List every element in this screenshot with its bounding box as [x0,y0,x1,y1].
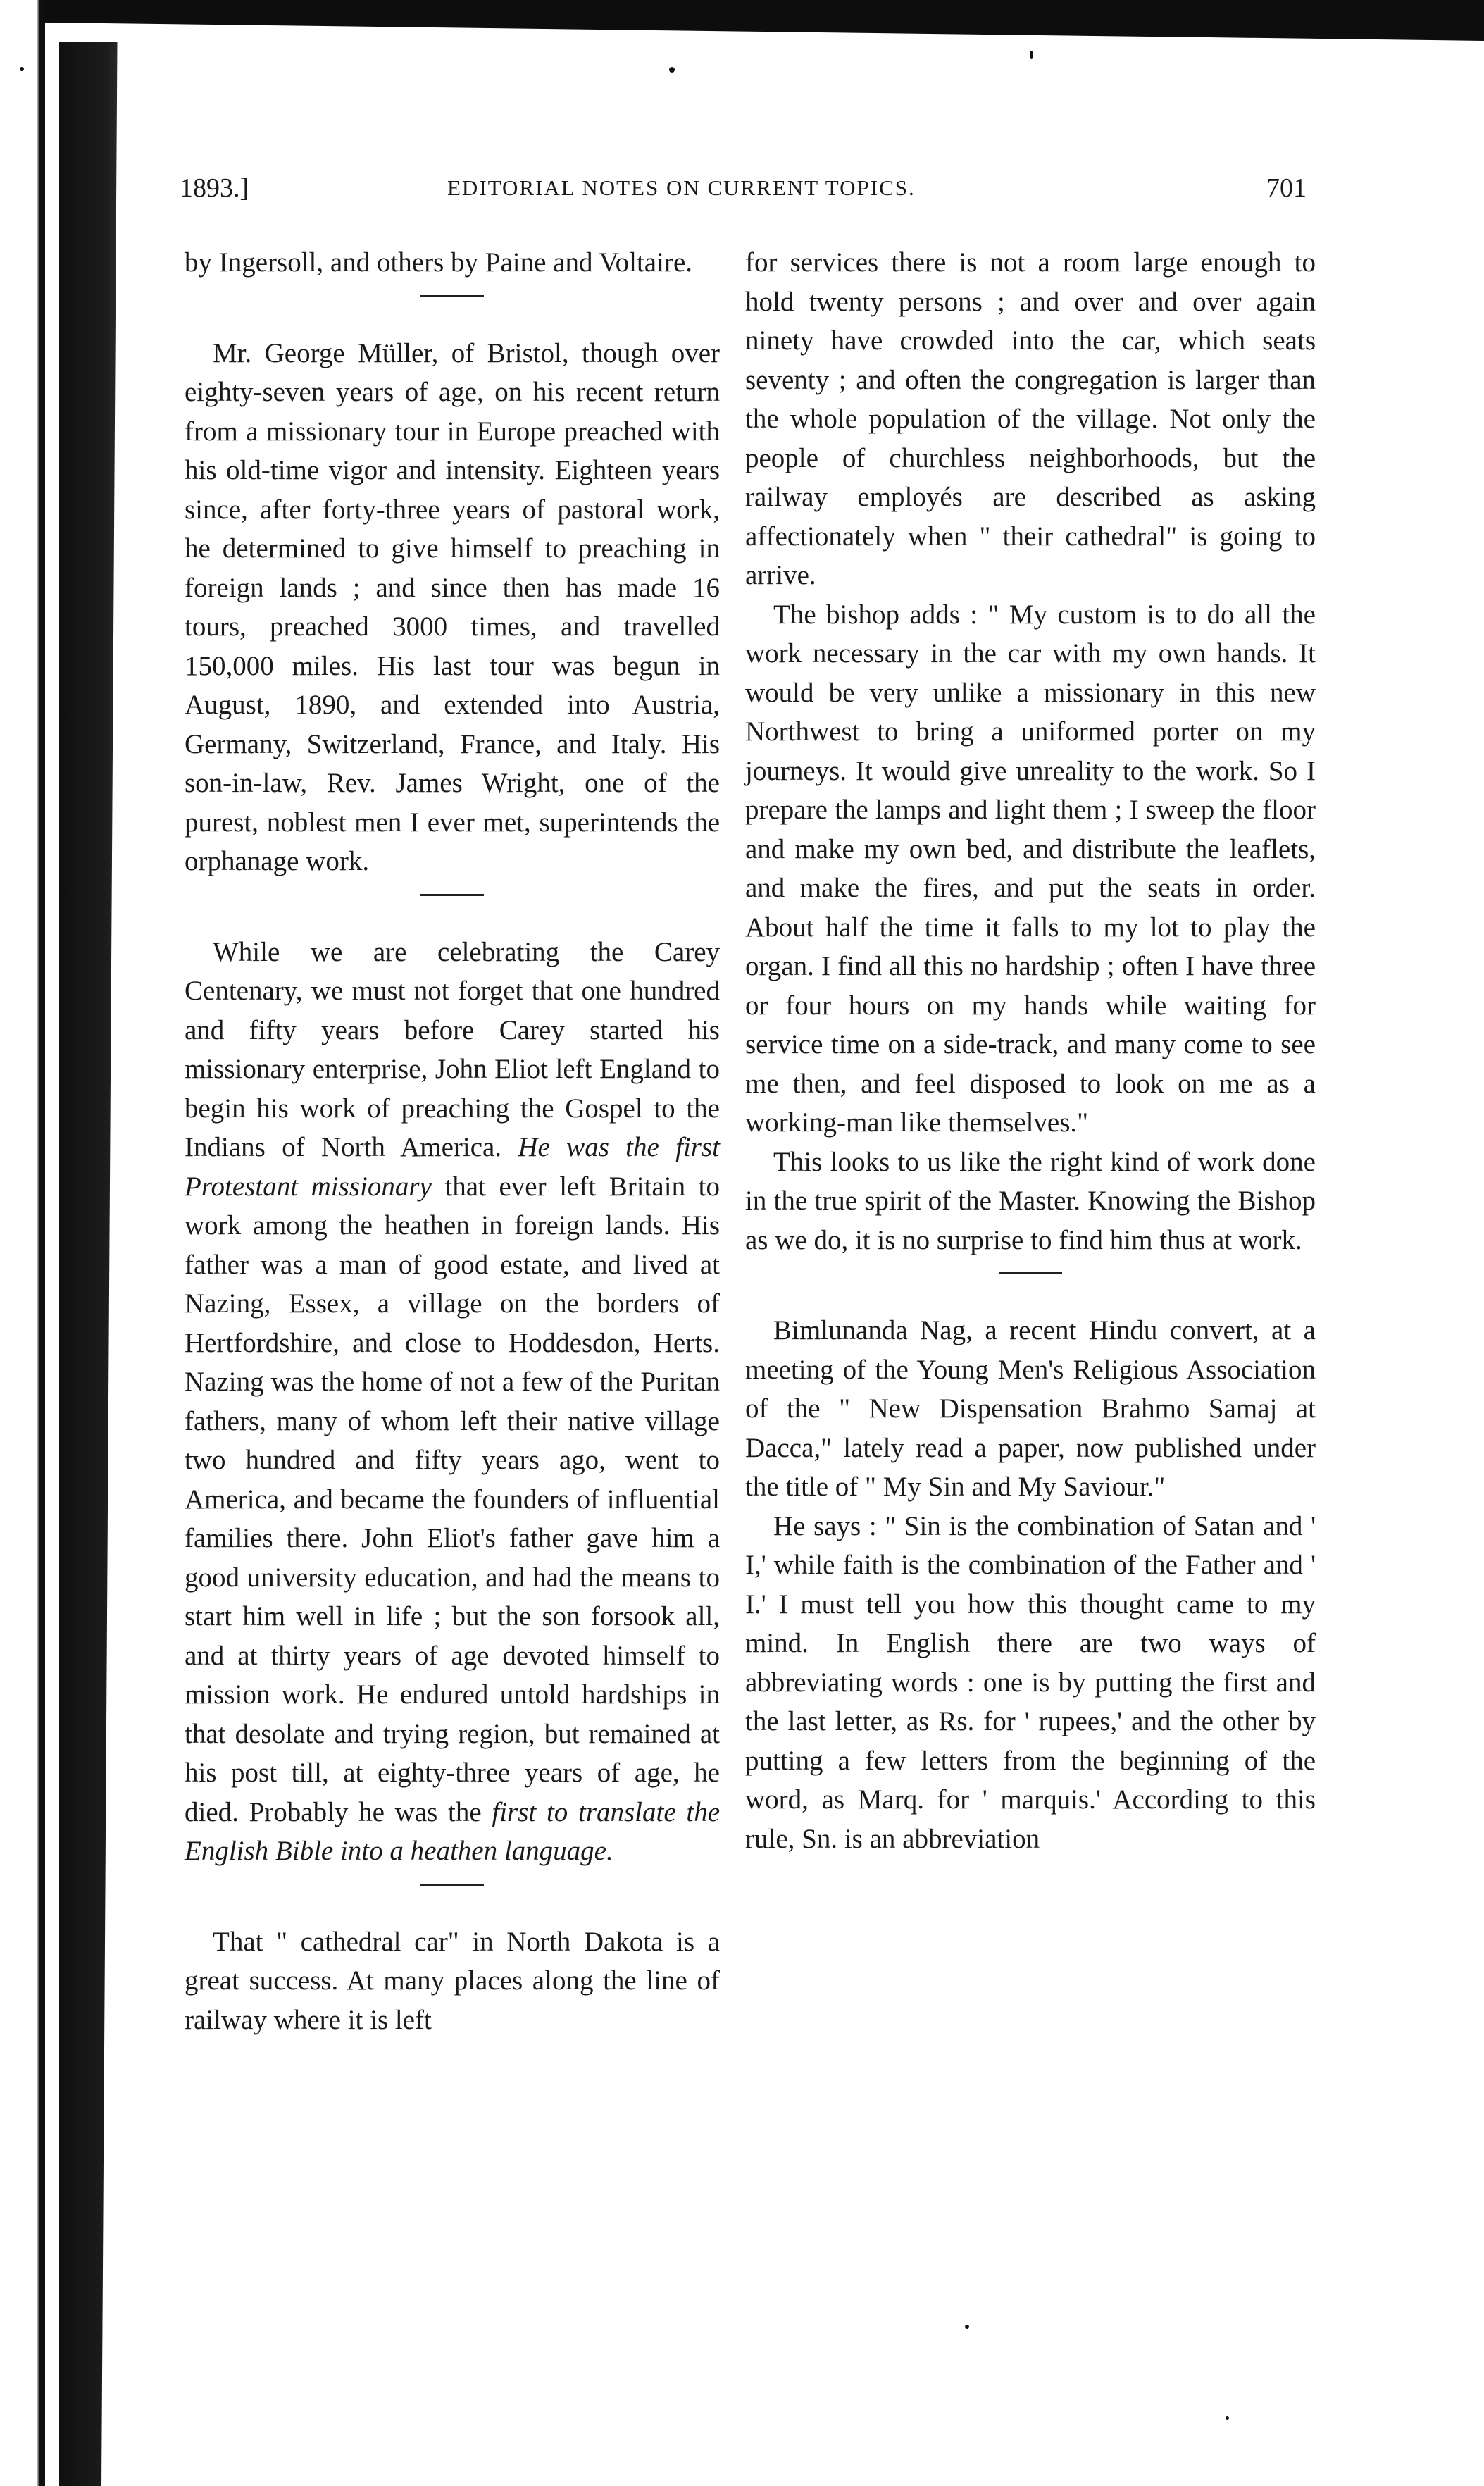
header-year: 1893.] [180,173,249,203]
eliot-text-a: While we are celebrating the Carey Centenary, we must not forget that one hundred and fifty years before Carey started his missionary enterprise, John Eliot left England to begin his work of preaching the Gospel to the Indians of North America. [185,936,720,1162]
section-divider [999,1272,1062,1274]
paragraph-eliot [185,933,720,1871]
binding-shadow [59,42,165,2486]
scan-edge-top [42,0,1484,41]
paragraph-bishop-quote: The bishop adds : " My custom is to do all the work necessary in the car with my own hands. It would be very unlike a missionary in this new Northwest to bring a uniformed porter on my journeys. It would give unreality to the work. So I prepare the lamps and light them ; I sweep the floor and make my own bed, and distribute the leaflets, and make the fires, and put the seats in order. About half the time it falls to my lot to play the organ. I find all this no hardship ; often I have three or four hours on my hands while waiting for service time on a side-track, and many come to see me then, and feel disposed to look on me as a working-man like themselves." [745,599,1316,1138]
header-title: EDITORIAL NOTES ON CURRENT TOPICS. [447,175,916,200]
eliot-emphasis-1: He was the first Protestant missionary [185,1132,720,1202]
eliot-emphasis-2: first to translate the English Bible into a heathen language. [185,1796,721,1866]
left-column [185,243,720,2039]
section-divider [420,295,484,297]
right-column [745,243,1316,1858]
scan-speck [1226,2416,1229,2420]
paragraph-muller: Mr. George Müller, of Bristol, though over eighty-seven years of age, on his recent return from a missionary tour in Europe preached with his old-time vigor and intensity. Eighteen years since, after forty-three years of pastoral work, he determined to give himself to preaching in foreign lands ; and since then has made 16 tours, preached 3000 times, and travelled 150,000 miles. His last tour was begun in August, 1890, and extended into Austria, Germany, Switzerland, France, and Italy. His son-in-law, Rev. James Wright, one of the purest, noblest men I ever met, superintends the orphanage work. [185,337,720,876]
scan-speck [965,2325,969,2329]
paragraph-right-kind: This looks to us like the right kind of work done in the true spirit of the Master. Knowing the Bishop as we do, it is no surprise to find him thus at work. [745,1146,1316,1255]
paragraph-cathedral-car: That " cathedral car" in North Dakota is a great success. At many places along the line of railway where it is left [185,1926,720,2035]
section-divider [420,894,484,896]
page-number: 701 [1266,173,1307,203]
running-head [180,173,1307,215]
paragraph-sin-saviour: He says : " Sin is the combination of Satan and ' I,' while faith is the combination of the Father and ' I.' I must tell you how this thought came to my mind. In English there are two ways of abbreviating words : one is by putting the first and the last letter, as Rs. for ' rupees,' and the other by putting a few letters from the beginning of the word, as Marq. for ' marquis.' According to this rule, Sn. is an abbreviation [745,1510,1316,1854]
scan-speck [669,67,675,73]
section-divider [420,1884,484,1886]
scan-edge-left [0,0,45,2486]
scan-speck [20,67,24,71]
scan-speck [1030,51,1033,59]
eliot-text-c: that ever left Britain to work among the heathen in foreign lands. His father was a man of good estate, and lived at Nazing, Essex, a village on the borders of Hertfordshire, and close to Hoddesdon, Herts. Nazing was the home of not a few of the Puritan fathers, many of whom left their native village two hundred and fifty years ago, went to America, and became the founders of influential families there. John Eliot's father gave him a good university education, and had the means to start him well in life ; but the son forsook all, and at thirty years of age devoted himself to mission work. He endured untold hardships in that desolate and trying region, but remained at his post till, at eighty-three years of age, he died. Probably he was the [185,1171,720,1827]
paragraph-services: for services there is not a room large enough to hold twenty persons ; and over and over again ninety have crowded into the car, which seats seventy ; and often the congregation is larger than the whole population of the village. Not only the people of churchless neighborhoods, but the railway employés are described as asking affectionately when " their cathedral" is going to arrive. [745,247,1316,590]
paragraph-ingersoll: by Ingersoll, and others by Paine and Voltaire. [185,247,693,278]
paragraph-bimlunanda: Bimlunanda Nag, a recent Hindu convert, at a meeting of the Young Men's Religious Association of the " New Dispensation Brahmo Samaj at Dacca," lately read a paper, now published under the title of " My Sin and My Saviour." [745,1315,1316,1502]
